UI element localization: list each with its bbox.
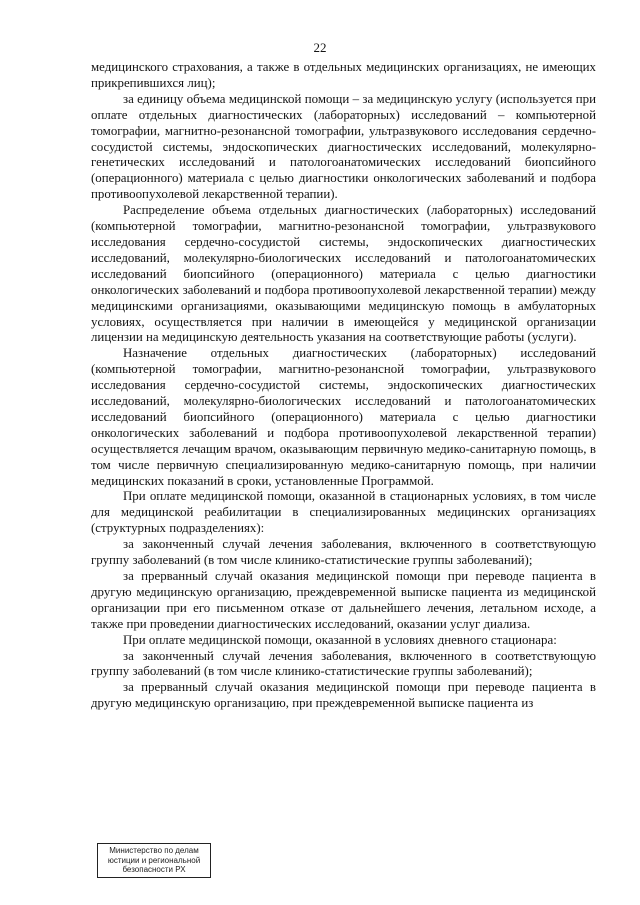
ministry-stamp (97, 843, 211, 878)
paragraph: При оплате медицинской помощи, оказанной в условиях дневного стационара: (123, 632, 557, 647)
paragraph: за единицу объема медицинской помощи – за медицинскую услугу (используется при оплате отдельных диагностических (лабораторных) исследований – компьютерной томографии, магнитно-резонансной томографии, ультразвукового исследования сердечно-сосудистой системы, эндоскопических диагностических исследований, молекулярно-генетических исследований и патологоанатомических исследований биопсийного (операционного) материала с целью диагностики онкологических заболеваний и подбора противоопухолевой лекарственной терапии). (91, 91, 596, 202)
stamp-line: безопасности РХ (122, 865, 186, 874)
paragraph: медицинского страхования, а также в отдельных медицинских организациях, не имеющих прикрепившихся лиц); (91, 60, 596, 90)
paragraph: за законченный случай лечения заболевания, включенного в соответствующую группу заболеваний (в том числе клинико-статистические группы заболеваний); (91, 648, 596, 679)
paragraph: за прерванный случай оказания медицинской помощи при переводе пациента в другую медицинскую организацию, при преждевременной выписке пациента из (91, 680, 596, 711)
paragraph: за законченный случай лечения заболевания, включенного в соответствующую группу заболеваний (в том числе клинико-статистические группы заболеваний); (91, 537, 596, 568)
paragraph: за прерванный случай оказания медицинской помощи при переводе пациента в другую медицинскую организацию, преждевременной выписке пациента из медицинской организации при его письменном отказе от дальнейшего лечения, летальном исходе, а также при проведении диагностических исследований, оказании услуг диализа. (91, 569, 596, 631)
page-number: 22 (313, 40, 327, 55)
paragraph: Назначение отдельных диагностических (лабораторных) исследований (компьютерной томографии, магнитно-резонансной томографии, ультразвукового исследования сердечно-сосудистой системы, эндоскопических диагностических исследований, молекулярно-биологических исследований и патологоанатомических исследований биопсийного (операционного) материала с целью диагностики онкологических заболеваний и подбора противоопухолевой лекарственной терапии) осуществляется лечащим врачом, оказывающим первичную медико-санитарную помощь, в том числе первичную специализированную медико-санитарную помощь, при наличии медицинских показаний в сроки, установленные Программой. (91, 346, 596, 488)
stamp-line: юстиции и региональной (107, 855, 201, 865)
paragraph: Распределение объема отдельных диагностических (лабораторных) исследований (компьютерной томографии, магнитно-резонансной томографии, ультразвукового исследования сердечно-сосудистой системы, эндоскопических диагностических исследований, молекулярно-биологических исследований и патологоанатомических исследований биопсийного (операционного) материала с целью диагностики онкологических заболеваний и подбора противоопухолевой лекарственной терапии) между медицинскими организациями, оказывающими медицинскую помощь в амбулаторных условиях, осуществляется при наличии в имеющейся у медицинской организации лицензии на медицинскую деятельность указания на соответствующие работы (услуги). (91, 203, 596, 345)
stamp-line: Министерство по делам (109, 846, 199, 855)
body-text (91, 60, 596, 712)
paragraph: При оплате медицинской помощи, оказанной в стационарных условиях, в том числе для медицинской реабилитации в специализированных медицинских организациях (структурных подразделениях): (91, 489, 596, 536)
